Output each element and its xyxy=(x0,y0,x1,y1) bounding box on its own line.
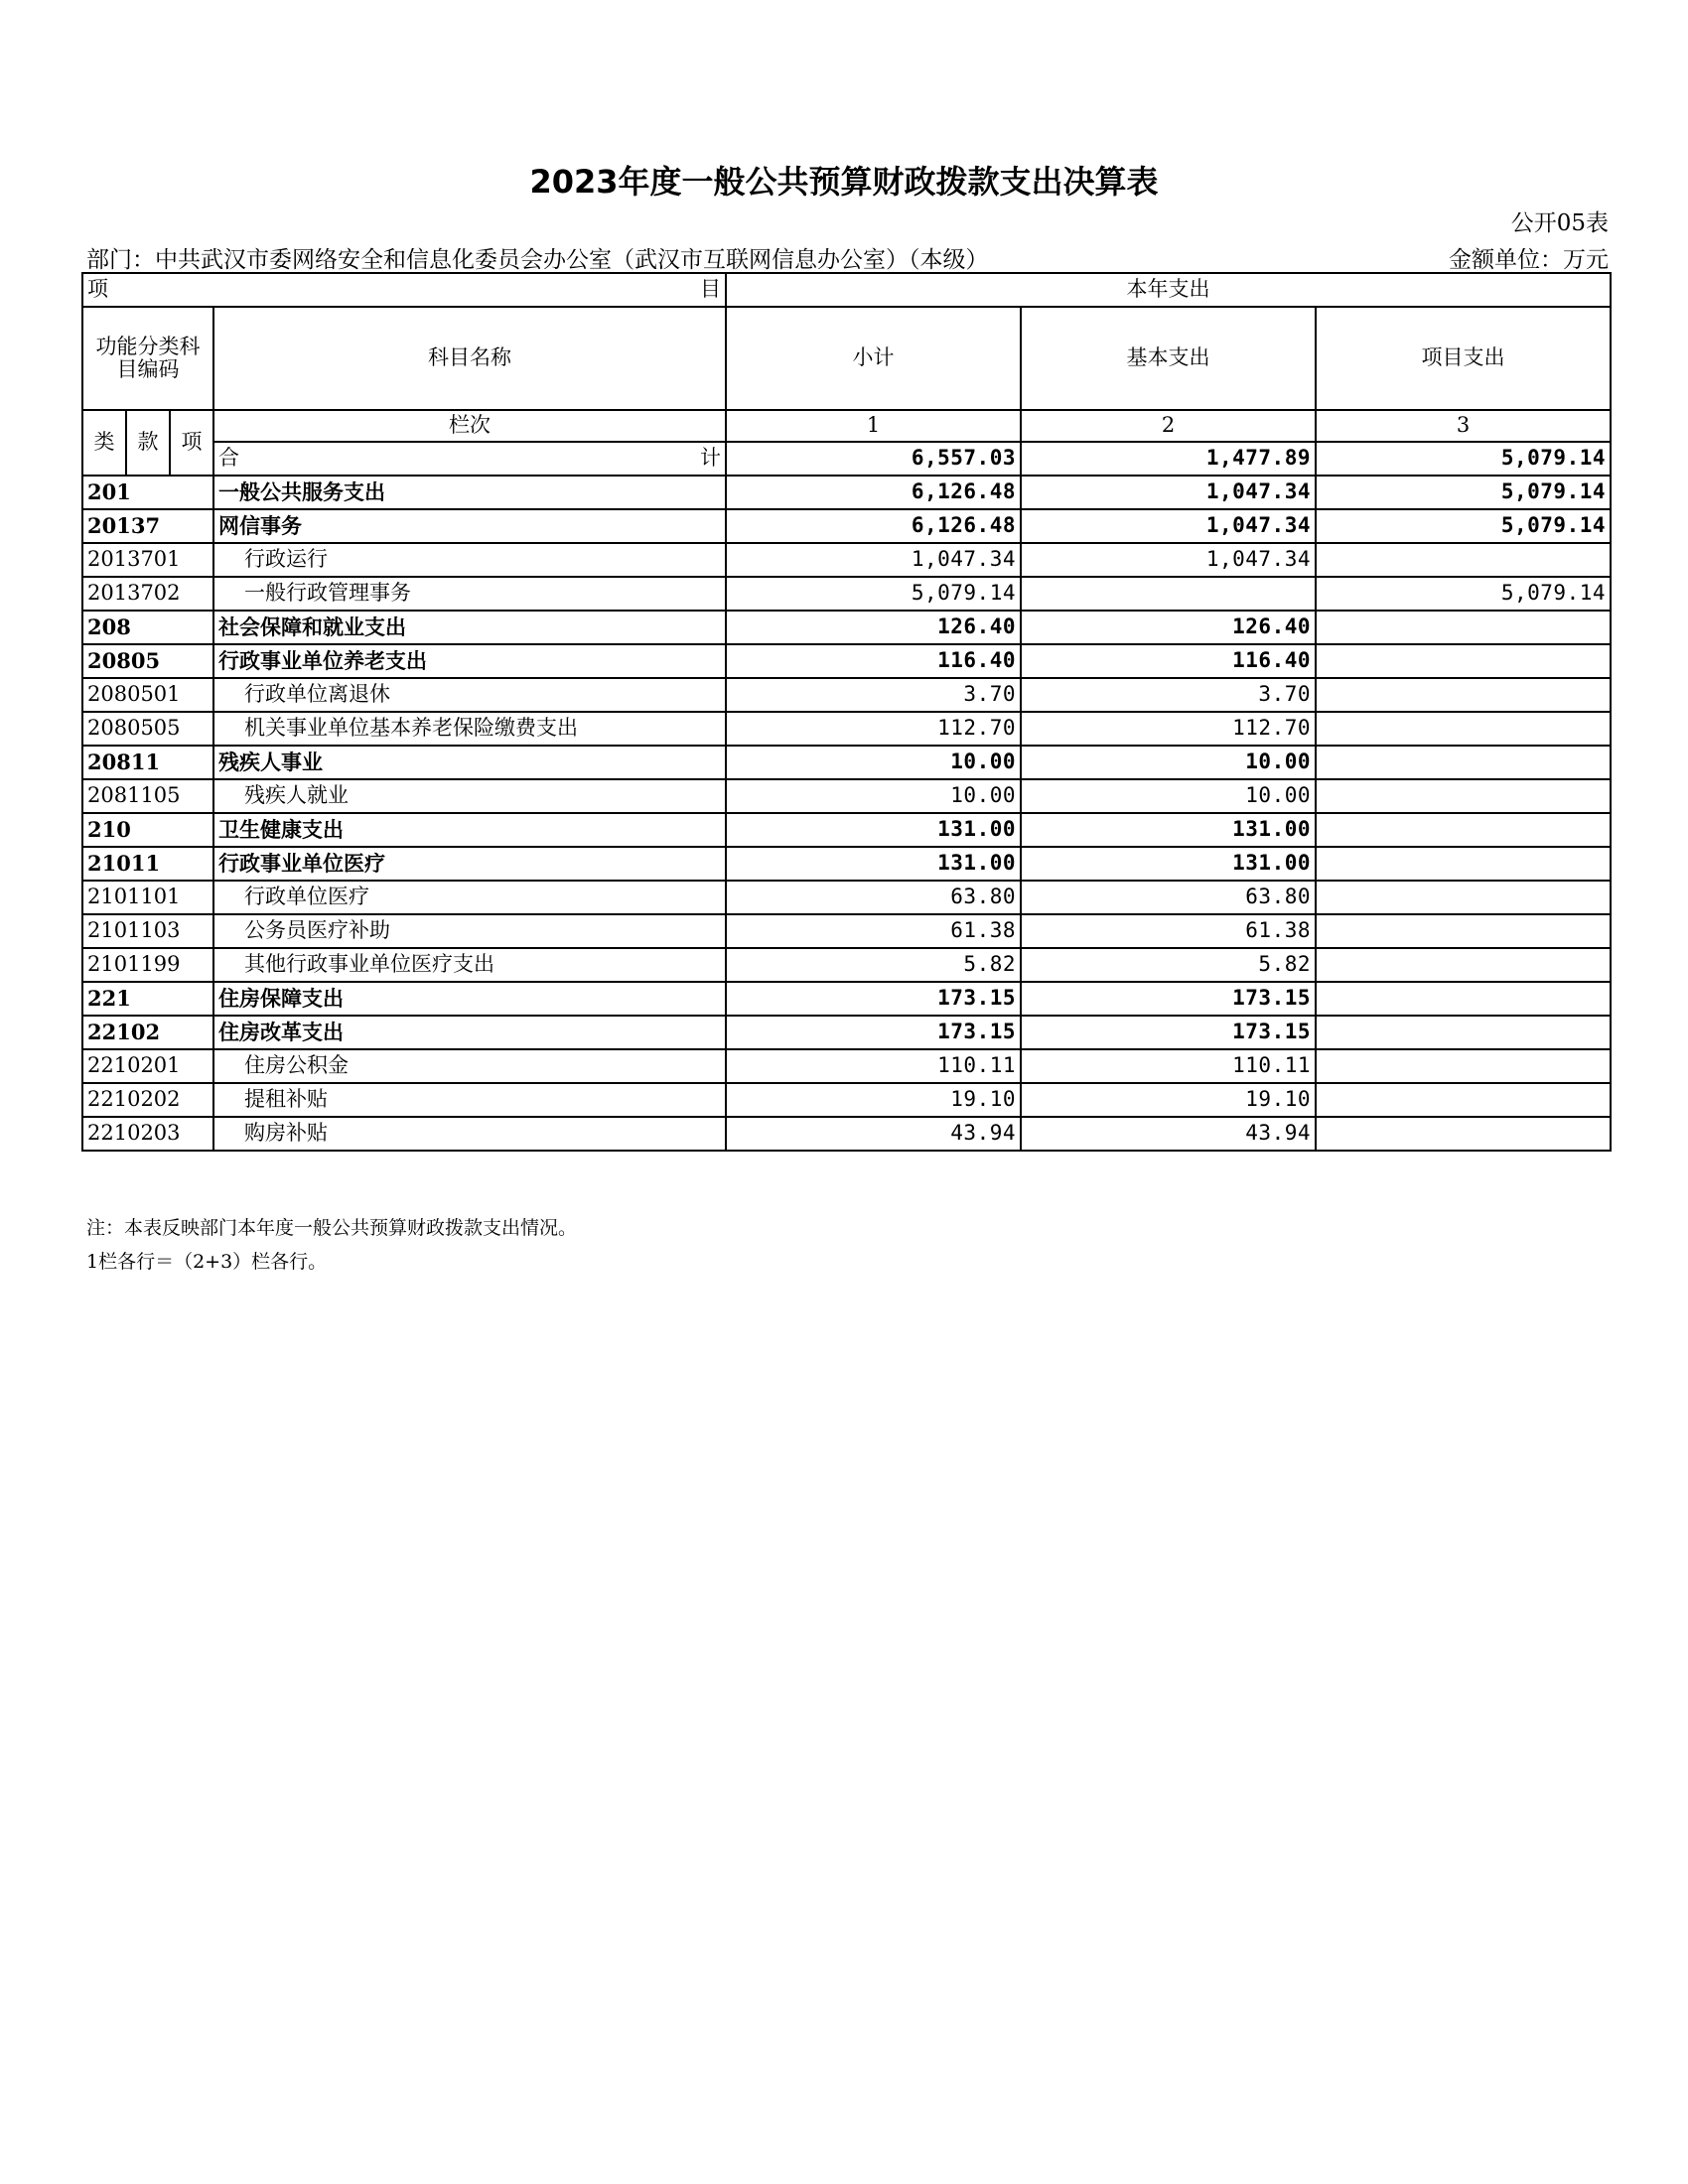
row-subtotal: 63.80 xyxy=(726,881,1021,914)
row-basic: 61.38 xyxy=(1021,914,1316,948)
row-code: 210 xyxy=(82,813,213,847)
row-project xyxy=(1316,813,1611,847)
total-label-left: 合 xyxy=(218,446,239,471)
row-basic: 10.00 xyxy=(1021,779,1316,813)
basic-header: 基本支出 xyxy=(1021,307,1316,410)
item-header-right: 目 xyxy=(700,277,721,302)
row-subject-name: 购房补贴 xyxy=(213,1117,726,1151)
table-row xyxy=(82,1049,1611,1083)
amount-unit-label: 金额单位：万元 xyxy=(1449,247,1609,273)
row-subject-name: 其他行政事业单位医疗支出 xyxy=(213,948,726,982)
item-header xyxy=(82,273,726,307)
row-code: 21011 xyxy=(82,847,213,881)
row-subject-name: 住房改革支出 xyxy=(213,1016,726,1049)
row-subject-name: 残疾人事业 xyxy=(213,746,726,779)
header-row-3 xyxy=(82,410,1611,442)
row-project: 5,079.14 xyxy=(1316,476,1611,509)
lei-header: 类 xyxy=(82,410,126,476)
table-row xyxy=(82,611,1611,644)
row-subtotal: 116.40 xyxy=(726,644,1021,678)
row-project xyxy=(1316,611,1611,644)
table-row xyxy=(82,509,1611,543)
row-project xyxy=(1316,948,1611,982)
row-subtotal: 19.10 xyxy=(726,1083,1021,1117)
total-label-right: 计 xyxy=(700,446,721,471)
subtotal-header: 小计 xyxy=(726,307,1021,410)
page-title: 2023年度一般公共预算财政拨款支出决算表 xyxy=(529,163,1159,201)
row-code: 201 xyxy=(82,476,213,509)
row-subject-name: 社会保障和就业支出 xyxy=(213,611,726,644)
table-row xyxy=(82,712,1611,746)
row-subject-name: 行政单位医疗 xyxy=(213,881,726,914)
row-subtotal: 61.38 xyxy=(726,914,1021,948)
header-row-1 xyxy=(82,273,1611,307)
row-basic xyxy=(1021,577,1316,611)
table-row xyxy=(82,881,1611,914)
header-row-2 xyxy=(82,307,1611,410)
col-number-2: 2 xyxy=(1021,410,1316,442)
row-subtotal: 131.00 xyxy=(726,813,1021,847)
table-row xyxy=(82,914,1611,948)
row-basic: 63.80 xyxy=(1021,881,1316,914)
row-subject-name: 行政运行 xyxy=(213,543,726,577)
row-code: 2013701 xyxy=(82,543,213,577)
row-project xyxy=(1316,1016,1611,1049)
note-line-2: 1栏各行＝（2+3）栏各行。 xyxy=(86,1251,328,1273)
row-subtotal: 6,126.48 xyxy=(726,476,1021,509)
table-row xyxy=(82,982,1611,1016)
row-code: 20805 xyxy=(82,644,213,678)
row-subject-name: 一般公共服务支出 xyxy=(213,476,726,509)
expenditure-table xyxy=(81,272,1612,1152)
row-project xyxy=(1316,1117,1611,1151)
row-subtotal: 6,126.48 xyxy=(726,509,1021,543)
row-subtotal: 173.15 xyxy=(726,982,1021,1016)
kuan-header: 款 xyxy=(126,410,170,476)
row-subject-name: 行政事业单位养老支出 xyxy=(213,644,726,678)
row-project xyxy=(1316,644,1611,678)
row-basic: 126.40 xyxy=(1021,611,1316,644)
row-basic: 1,047.34 xyxy=(1021,543,1316,577)
lanci-header: 栏次 xyxy=(213,410,726,442)
row-subtotal: 1,047.34 xyxy=(726,543,1021,577)
table-row xyxy=(82,476,1611,509)
row-basic: 10.00 xyxy=(1021,746,1316,779)
row-project xyxy=(1316,1083,1611,1117)
row-code: 20811 xyxy=(82,746,213,779)
table-row xyxy=(82,577,1611,611)
table-row xyxy=(82,779,1611,813)
row-project xyxy=(1316,712,1611,746)
row-subject-name: 残疾人就业 xyxy=(213,779,726,813)
row-code: 2210203 xyxy=(82,1117,213,1151)
row-basic: 5.82 xyxy=(1021,948,1316,982)
row-subtotal: 112.70 xyxy=(726,712,1021,746)
row-project xyxy=(1316,779,1611,813)
row-subject-name: 住房保障支出 xyxy=(213,982,726,1016)
row-subtotal: 110.11 xyxy=(726,1049,1021,1083)
table-row xyxy=(82,678,1611,712)
row-subtotal: 126.40 xyxy=(726,611,1021,644)
row-basic: 131.00 xyxy=(1021,813,1316,847)
row-project xyxy=(1316,914,1611,948)
row-basic: 110.11 xyxy=(1021,1049,1316,1083)
row-code: 2013702 xyxy=(82,577,213,611)
row-basic: 1,047.34 xyxy=(1021,476,1316,509)
row-code: 2081105 xyxy=(82,779,213,813)
table-row xyxy=(82,543,1611,577)
total-row xyxy=(82,442,1611,476)
table-row xyxy=(82,847,1611,881)
row-project xyxy=(1316,543,1611,577)
row-code: 2101101 xyxy=(82,881,213,914)
row-subtotal: 5.82 xyxy=(726,948,1021,982)
total-subtotal: 6,557.03 xyxy=(726,442,1021,476)
row-code: 2080505 xyxy=(82,712,213,746)
row-code: 208 xyxy=(82,611,213,644)
row-code: 2101103 xyxy=(82,914,213,948)
table-row xyxy=(82,746,1611,779)
table-row xyxy=(82,948,1611,982)
row-code: 2210201 xyxy=(82,1049,213,1083)
row-subtotal: 5,079.14 xyxy=(726,577,1021,611)
row-project xyxy=(1316,746,1611,779)
row-basic: 1,047.34 xyxy=(1021,509,1316,543)
row-code: 221 xyxy=(82,982,213,1016)
row-subtotal: 173.15 xyxy=(726,1016,1021,1049)
row-subtotal: 3.70 xyxy=(726,678,1021,712)
row-code: 2080501 xyxy=(82,678,213,712)
row-basic: 112.70 xyxy=(1021,712,1316,746)
row-project xyxy=(1316,982,1611,1016)
row-project xyxy=(1316,847,1611,881)
project-header: 项目支出 xyxy=(1316,307,1611,410)
subject-name-header: 科目名称 xyxy=(213,307,726,410)
row-subtotal: 43.94 xyxy=(726,1117,1021,1151)
row-code: 22102 xyxy=(82,1016,213,1049)
row-basic: 131.00 xyxy=(1021,847,1316,881)
row-subject-name: 机关事业单位基本养老保险缴费支出 xyxy=(213,712,726,746)
table-row xyxy=(82,1083,1611,1117)
department-label: 部门：中共武汉市委网络安全和信息化委员会办公室（武汉市互联网信息办公室）（本级） xyxy=(86,247,989,273)
row-subject-name: 行政单位离退休 xyxy=(213,678,726,712)
row-basic: 3.70 xyxy=(1021,678,1316,712)
row-subtotal: 131.00 xyxy=(726,847,1021,881)
row-project xyxy=(1316,1049,1611,1083)
row-project xyxy=(1316,678,1611,712)
col-number-1: 1 xyxy=(726,410,1021,442)
row-project: 5,079.14 xyxy=(1316,577,1611,611)
row-basic: 116.40 xyxy=(1021,644,1316,678)
table-row xyxy=(82,813,1611,847)
func-code-header: 功能分类科目编码 xyxy=(82,307,213,410)
total-project: 5,079.14 xyxy=(1316,442,1611,476)
note-line-1: 注：本表反映部门本年度一般公共预算财政拨款支出情况。 xyxy=(86,1217,578,1239)
table-row xyxy=(82,644,1611,678)
current-year-header: 本年支出 xyxy=(726,273,1611,307)
total-label xyxy=(213,442,726,476)
row-basic: 173.15 xyxy=(1021,1016,1316,1049)
row-subtotal: 10.00 xyxy=(726,779,1021,813)
row-subject-name: 提租补贴 xyxy=(213,1083,726,1117)
row-subject-name: 公务员医疗补助 xyxy=(213,914,726,948)
col-number-3: 3 xyxy=(1316,410,1611,442)
row-code: 2101199 xyxy=(82,948,213,982)
item-header-left: 项 xyxy=(87,277,108,302)
total-basic: 1,477.89 xyxy=(1021,442,1316,476)
row-project: 5,079.14 xyxy=(1316,509,1611,543)
row-basic: 43.94 xyxy=(1021,1117,1316,1151)
row-subject-name: 卫生健康支出 xyxy=(213,813,726,847)
row-code: 2210202 xyxy=(82,1083,213,1117)
row-subject-name: 一般行政管理事务 xyxy=(213,577,726,611)
table-row xyxy=(82,1117,1611,1151)
row-project xyxy=(1316,881,1611,914)
row-subject-name: 行政事业单位医疗 xyxy=(213,847,726,881)
row-basic: 173.15 xyxy=(1021,982,1316,1016)
form-number: 公开05表 xyxy=(1510,210,1609,236)
row-subtotal: 10.00 xyxy=(726,746,1021,779)
table-row xyxy=(82,1016,1611,1049)
row-code: 20137 xyxy=(82,509,213,543)
row-subject-name: 住房公积金 xyxy=(213,1049,726,1083)
row-basic: 19.10 xyxy=(1021,1083,1316,1117)
xiang-header: 项 xyxy=(170,410,213,476)
row-subject-name: 网信事务 xyxy=(213,509,726,543)
